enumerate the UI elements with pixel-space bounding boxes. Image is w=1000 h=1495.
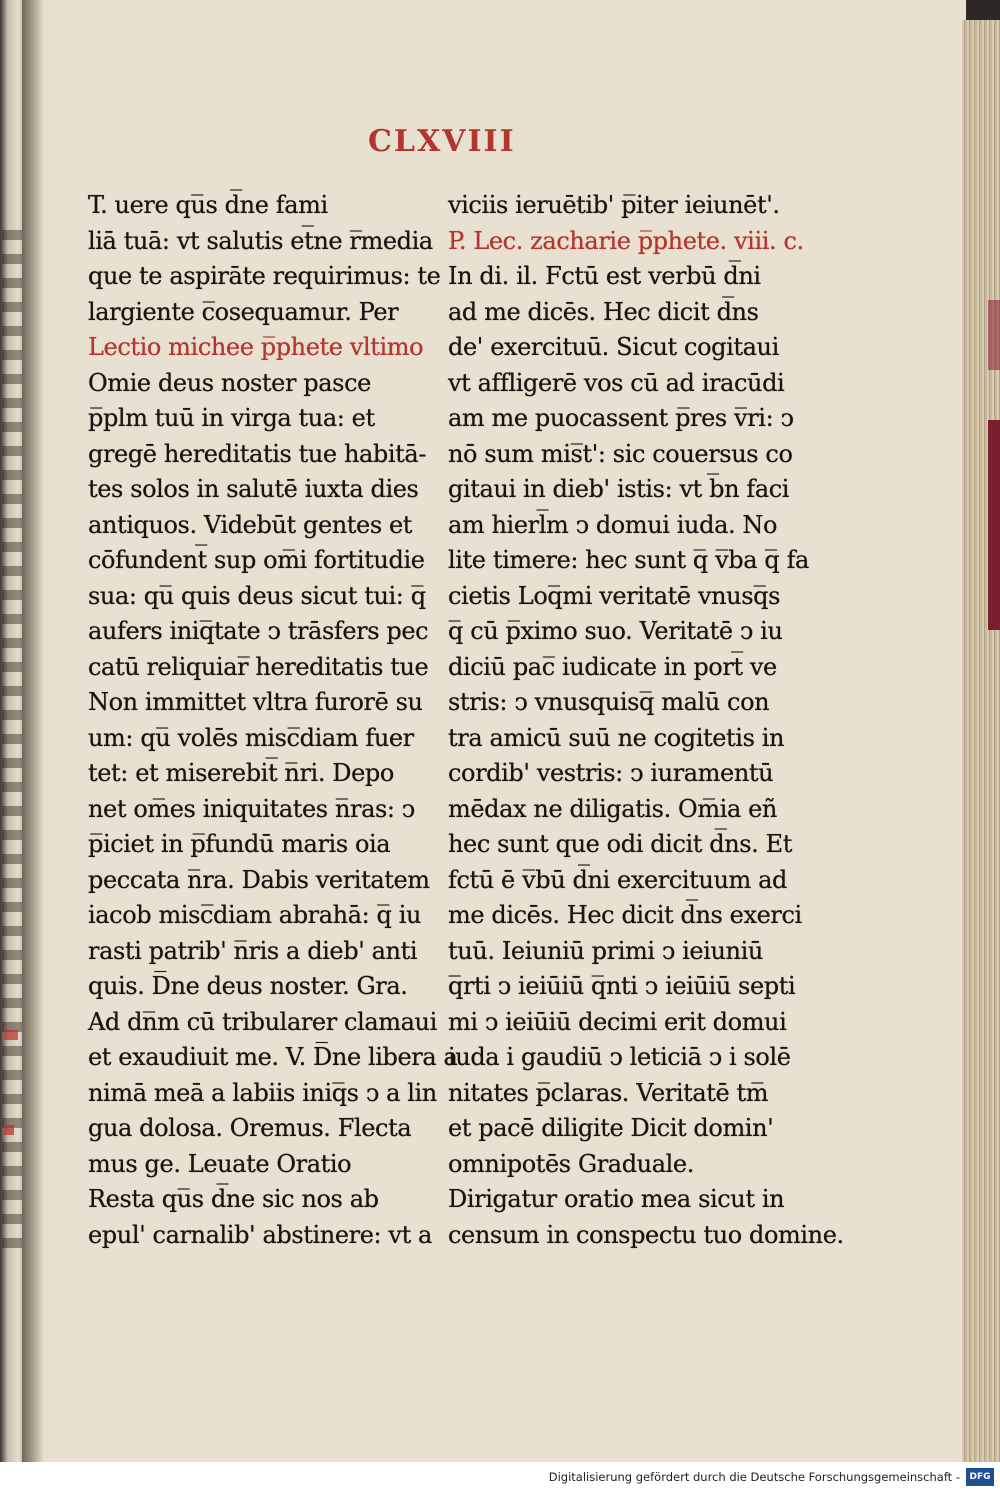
text-line: gua dolosa. Oremus. Flecta [88, 1114, 412, 1142]
text-line: nimā meā a labiis iniq̅s ↄ a lin [88, 1078, 437, 1107]
text-line: tra amicū suū ne cogitetis in [448, 723, 785, 752]
text-line: Resta qu̅s d̅ne sic nos ab [88, 1185, 379, 1213]
text-line: tes solos in salutē iuxta dies [88, 475, 419, 503]
text-line: stris: ↄ vnusquisq̅ malū con [448, 688, 770, 716]
text-line: p̅plm tuū in virga tua: et [88, 404, 375, 432]
text-line: Dirigatur oratio mea sicut in [448, 1185, 785, 1213]
right-text-column [448, 188, 844, 1253]
text-line: aufers iniq̅tate ↄ trāsfers pec [88, 617, 429, 645]
text-line: de' exercituū. Sicut cogitaui [448, 333, 779, 361]
text-line: In di. il. Fctū est verbū d̅ni [448, 262, 761, 290]
text-line: peccata n̅ra. Dabis veritatem [88, 865, 430, 894]
previous-page-rubric [4, 1125, 14, 1135]
text-line: Non immittet vltra furorē su [88, 688, 423, 716]
text-line: liā tuā: vt salutis et̅ne r̅media [88, 226, 433, 255]
previous-page-text [2, 230, 24, 1250]
text-line: iacob misc̅diam abrahā: q̅ iu [88, 901, 422, 929]
text-line: cordib' vestris: ↄ iuramentū [448, 759, 774, 787]
text-line: q̅ cū p̅ximo suo. Veritatē ↄ iu [448, 617, 783, 645]
text-line: diciū pac̅ iudicate in port̅ ve [448, 652, 777, 681]
text-line: me dicēs. Hec dicit d̅ns exerci [448, 901, 802, 929]
text-line: iuda i gaudiū ↄ leticiā ↄ i solē [448, 1043, 791, 1071]
text-line: net om̅es iniquitates n̅ras: ↄ [88, 794, 415, 823]
left-text-column [88, 188, 458, 1253]
text-line: Lectio michee p̅phete vltimo [88, 333, 424, 361]
text-line: gitaui in dieb' istis: vt b̅n faci [448, 475, 790, 503]
text-line: um: qu̅ volēs misc̅diam fuer [88, 723, 414, 752]
text-line: hec sunt que odi dicit d̅ns. Et [448, 830, 792, 858]
text-line: mus ge. Leuate Oratio [88, 1149, 352, 1178]
text-line: epul' carnalib' abstinere: vt a [88, 1220, 432, 1249]
text-line: tuū. Ieiuniū primi ↄ ieiuniū [448, 936, 763, 965]
bookmark-ribbon [988, 300, 1000, 370]
bookmark-ribbon [988, 420, 1000, 630]
text-line: mēdax ne diligatis. Om̅ia eñ [448, 794, 777, 823]
text-line: vt affligerē vos cū ad iracūdi [448, 368, 785, 397]
text-line: nō sum mis̅t': sic couersus co [448, 439, 793, 468]
text-line: fctū ē v̅bū d̅ni exercituum ad [448, 865, 787, 894]
dfg-logo: DFG [966, 1468, 994, 1486]
text-line: T. uere qu̅s d̅ne fami [88, 191, 328, 219]
text-line: omnipotēs Graduale. [448, 1149, 694, 1178]
text-line: et pacē diligite Dicit domin' [448, 1114, 774, 1142]
text-line: am hierl̅m ↄ domui iuda. No [448, 510, 778, 539]
fore-edge [962, 20, 1000, 1462]
text-line: P. Lec. zacharie p̅phete. viii. c. [448, 226, 804, 255]
text-line: nitates p̅claras. Veritatē tm̅ [448, 1078, 769, 1107]
text-line: gregē hereditatis tue habitā- [88, 439, 427, 468]
text-line: cietis Loq̅mi veritatē vnusq̅s [448, 581, 781, 610]
text-line: catū reliquiar̅ hereditatis tue [88, 652, 429, 681]
text-line: p̅iciet in p̅fundū maris oia [88, 830, 391, 858]
text-line: viciis ieruētib' p̅iter ieiunēt'. [448, 191, 780, 219]
text-line: q̅rti ↄ ieiūiū q̅nti ↄ ieiūiū septi [448, 972, 796, 1000]
text-line: rasti patrib' n̅ris a dieb' anti [88, 936, 418, 965]
text-line: que te aspirāte requirimus: te [88, 262, 441, 290]
text-line: censum in conspectu tuo domine. [448, 1220, 844, 1249]
folio-number: CLXVIII [368, 124, 516, 159]
text-line: antiquos. Videbūt gentes et [88, 510, 413, 539]
text-line: Omie deus noster pasce [88, 368, 371, 397]
text-line: am me puocassent p̅res v̅ri: ↄ [448, 404, 794, 432]
text-line: quis. D̅ne deus noster. Gra. [88, 972, 408, 1000]
text-line: mi ↄ ieiūiū decimi erit domui [448, 1007, 787, 1036]
text-line: lite timere: hec sunt q̅ v̅ba q̅ fa [448, 546, 809, 574]
text-line: ad me dicēs. Hec dicit d̅ns [448, 297, 759, 326]
text-line: cōfundent̅ sup om̅i fortitudie [88, 546, 425, 574]
binding-gutter [22, 0, 44, 1462]
text-line: Ad dn̅m cū tribularer clamaui [88, 1007, 437, 1036]
text-line: largiente c̅osequamur. Per [88, 297, 399, 326]
previous-page-rubric [4, 1030, 18, 1040]
text-line: sua: qu̅ quis deus sicut tui: q̅ [88, 581, 426, 610]
funding-notice: Digitalisierung gefördert durch die Deutsche Forschungsgemeinschaft - [548, 1470, 960, 1484]
text-line: et exaudiuit me. V. D̅ne libera a [88, 1043, 458, 1071]
text-line: tet: et miserebit̅ n̅ri. Depo [88, 759, 394, 787]
footer-bar [0, 1462, 1000, 1495]
